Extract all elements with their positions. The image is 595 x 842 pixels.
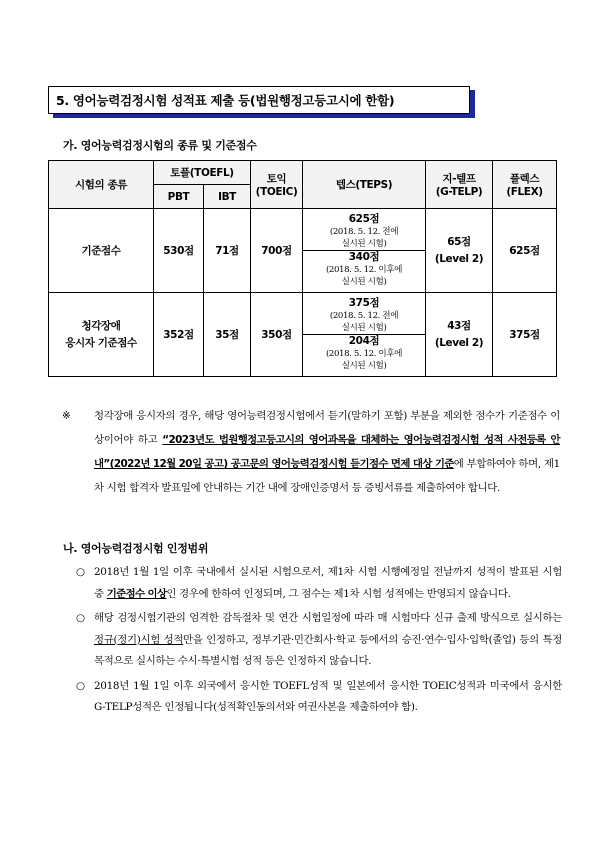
teps-old-note-2: 실시된 시험) bbox=[341, 323, 387, 333]
row-standard-ibt: 71점 bbox=[204, 209, 251, 293]
teps-new-score: 340점 bbox=[348, 251, 380, 263]
list-item-text bbox=[94, 562, 562, 605]
item2-text-underline: 정규(정기)시험 성적 bbox=[94, 633, 184, 646]
gtelp-level: (Level 2) bbox=[434, 252, 484, 265]
header-toeic-line1: 토익 bbox=[266, 173, 287, 185]
recognition-list bbox=[76, 562, 562, 722]
list-item bbox=[76, 608, 562, 673]
row-hearing-label-line2: 응시자 기준점수 bbox=[65, 336, 137, 349]
hearing-impaired-note bbox=[62, 404, 560, 500]
header-flex-line2: (FLEX) bbox=[506, 186, 543, 198]
row-hearing-toeic: 350점 bbox=[251, 293, 303, 377]
teps-old-note-2: 실시된 시험) bbox=[341, 239, 387, 249]
subsection-title-b: 나. 영어능력검정시험 인정범위 bbox=[63, 542, 209, 555]
row-standard-teps bbox=[303, 209, 426, 293]
bullet-circle: ○ bbox=[76, 612, 85, 624]
teps-new-score: 204점 bbox=[348, 335, 380, 347]
header-exam-type: 시험의 종류 bbox=[49, 161, 154, 209]
section-header-box bbox=[48, 86, 470, 114]
row-hearing-gtelp bbox=[426, 293, 493, 377]
row-hearing-label-line1: 청각장애 bbox=[81, 319, 121, 332]
gtelp-level: (Level 2) bbox=[434, 336, 484, 349]
table-row-standard bbox=[49, 209, 557, 293]
teps-new-note-1: (2018. 5. 12. 이후에 bbox=[325, 349, 403, 359]
note-text-bold: “2023년도 법원행정고등고시의 영어과목을 대체하는 영어능력검정시험 성적 사전등록 안내”(2022년 12월 20일 공고) 공고문의 영어능력검정시험 듣기점수 면제 대상 기준 bbox=[94, 434, 560, 470]
subsection-title-a: 가. 영어능력검정시험의 종류 및 기준점수 bbox=[63, 139, 257, 152]
note-mark: ※ bbox=[62, 410, 71, 422]
item2-text-a: 해당 검정시험기관의 엄격한 감독절차 및 연간 시험일정에 따라 매 시험마다 신규 출제 방식으로 실시하는 bbox=[94, 612, 562, 624]
note-body bbox=[94, 404, 560, 500]
item2-text-b: 만을 인정하고, 정부기관·민간회사·학교 등에서의 승진·연수·입사·입학(졸업) 등의 특정목적으로 실시하는 수시·특별시험 성적 등은 인정하지 않습니다. bbox=[94, 633, 562, 667]
header-flex-line1: 플렉스 bbox=[509, 173, 540, 185]
row-standard-pbt: 530점 bbox=[154, 209, 204, 293]
list-item bbox=[76, 676, 562, 719]
note-text-2: 에 부합하여야 하며, 제1차 시험 합격자 발표일에 안내하는 기간 내에 장애인증명서 등 증빙서류를 제출하여야 합니다. bbox=[94, 458, 560, 494]
header-gtelp bbox=[426, 161, 493, 209]
item1-text-a: 2018년 1월 1일 이후 국내에서 실시된 시험으로서, 제1차 시험 시행예정일 전날까지 성적이 발표된 시험 중 bbox=[94, 566, 562, 600]
teps-old-score: 375점 bbox=[348, 297, 380, 309]
teps-old-score: 625점 bbox=[348, 213, 380, 225]
header-gtelp-line1: 지-텔프 bbox=[442, 173, 476, 185]
list-item-text bbox=[94, 608, 562, 673]
bullet-circle: ○ bbox=[76, 566, 85, 578]
gtelp-score: 43점 bbox=[447, 319, 471, 332]
row-standard-toeic: 700점 bbox=[251, 209, 303, 293]
item1-text-b: 인 경우에 한하여 인정되며, 그 점수는 제1차 시험 성적에는 반영되지 않습니다. bbox=[166, 587, 511, 600]
teps-old-note-1: (2018. 5. 12. 전에 bbox=[329, 227, 399, 237]
header-teps: 텝스(TEPS) bbox=[303, 161, 426, 209]
list-item bbox=[76, 562, 562, 605]
note-text-1: 청각장애 응시자의 경우, 해당 영어능력검정시험에서 듣기(말하기 포함) 부분을 제외한 점수가 기준점수 이상이어야 하고 bbox=[94, 410, 560, 446]
header-flex bbox=[493, 161, 557, 209]
teps-new-note-1: (2018. 5. 12. 이후에 bbox=[325, 265, 403, 275]
row-hearing-ibt: 35점 bbox=[204, 293, 251, 377]
header-ibt: IBT bbox=[204, 185, 251, 209]
row-standard-flex: 625점 bbox=[493, 209, 557, 293]
bullet-circle: ○ bbox=[76, 679, 85, 692]
score-table bbox=[48, 160, 557, 377]
header-gtelp-line2: (G-TELP) bbox=[435, 186, 483, 198]
row-standard-label: 기준점수 bbox=[49, 209, 154, 293]
header-toeic-line2: (TOEIC) bbox=[255, 186, 298, 198]
row-hearing-flex: 375점 bbox=[493, 293, 557, 377]
row-hearing-pbt: 352점 bbox=[154, 293, 204, 377]
row-hearing-teps bbox=[303, 293, 426, 377]
section-title: 5. 영어능력검정시험 성적표 제출 등(법원행정고등고시에 한함) bbox=[56, 93, 395, 108]
table-header-row bbox=[49, 161, 557, 185]
header-pbt: PBT bbox=[154, 185, 204, 209]
teps-new-note-2: 실시된 시험) bbox=[341, 361, 387, 371]
teps-new-note-2: 실시된 시험) bbox=[341, 277, 387, 287]
gtelp-score: 65점 bbox=[447, 235, 471, 248]
header-toeic bbox=[251, 161, 303, 209]
row-standard-gtelp bbox=[426, 209, 493, 293]
item3-text: 2018년 1월 1일 이후 외국에서 응시한 TOEFL성적 및 일본에서 응시한 TOEIC성적과 미국에서 응시한 G-TELP성적은 인정됩니다(성적확인동의서와 여권사본을 제출하여야 함). bbox=[94, 679, 562, 713]
teps-old-note-1: (2018. 5. 12. 전에 bbox=[329, 311, 399, 321]
item1-text-bold: 기준점수 이상 bbox=[106, 587, 167, 600]
header-toefl: 토플(TOEFL) bbox=[154, 161, 251, 185]
table-row-hearing-impaired bbox=[49, 293, 557, 377]
row-hearing-label bbox=[49, 293, 154, 377]
